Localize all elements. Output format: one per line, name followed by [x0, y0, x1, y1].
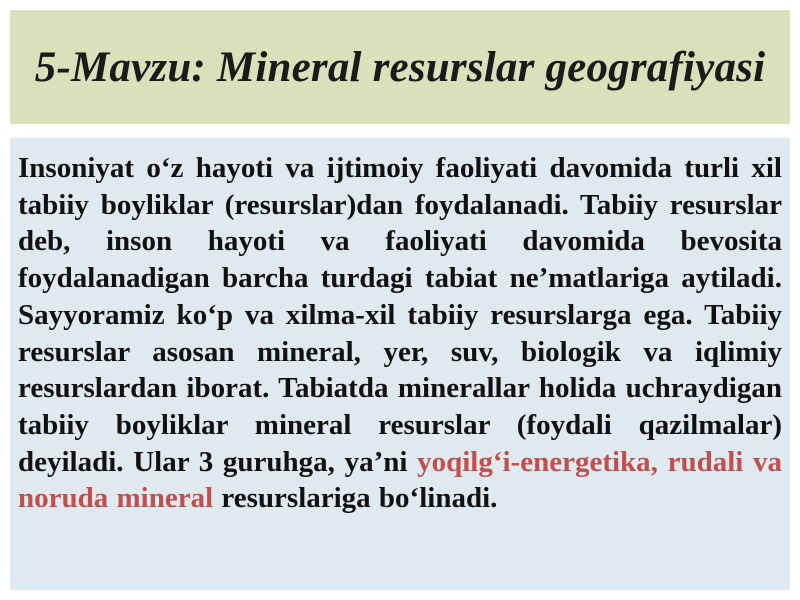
highlighted-resource-types: yoqilg‘i-energetika, rudali va noruda mineral	[18, 445, 782, 515]
title-panel	[10, 10, 790, 124]
body-text-main: Insoniyat o‘z hayoti va ijtimoiy faoliyati davomida turli xil tabiiy boyliklar (resurslar)dan foydalanadi. Tabiiy resurslar deb, inson hayoti va faoliyati davomida bevosita foydalanadigan barcha turdagi tabiat ne’matlariga aytiladi. Sayyoramiz ko‘p va xilma-xil tabiiy resurslarga ega. Tabiiy resurslar asosan mineral, yer, suv, biologik va iqlimiy resurslardan iborat. Tabiatda minerallar holida uchraydigan tabiiy boyliklar mineral resurslar (foydali qazilmalar) deyiladi. Ular 3 guruhga, ya’ni	[18, 152, 782, 478]
slide-title: 5-Mavzu: Mineral resurslar geografiyasi	[34, 43, 766, 91]
content-panel	[10, 138, 790, 590]
body-paragraph	[18, 150, 782, 517]
body-text-ending: resurslariga bo‘linadi.	[213, 482, 498, 515]
